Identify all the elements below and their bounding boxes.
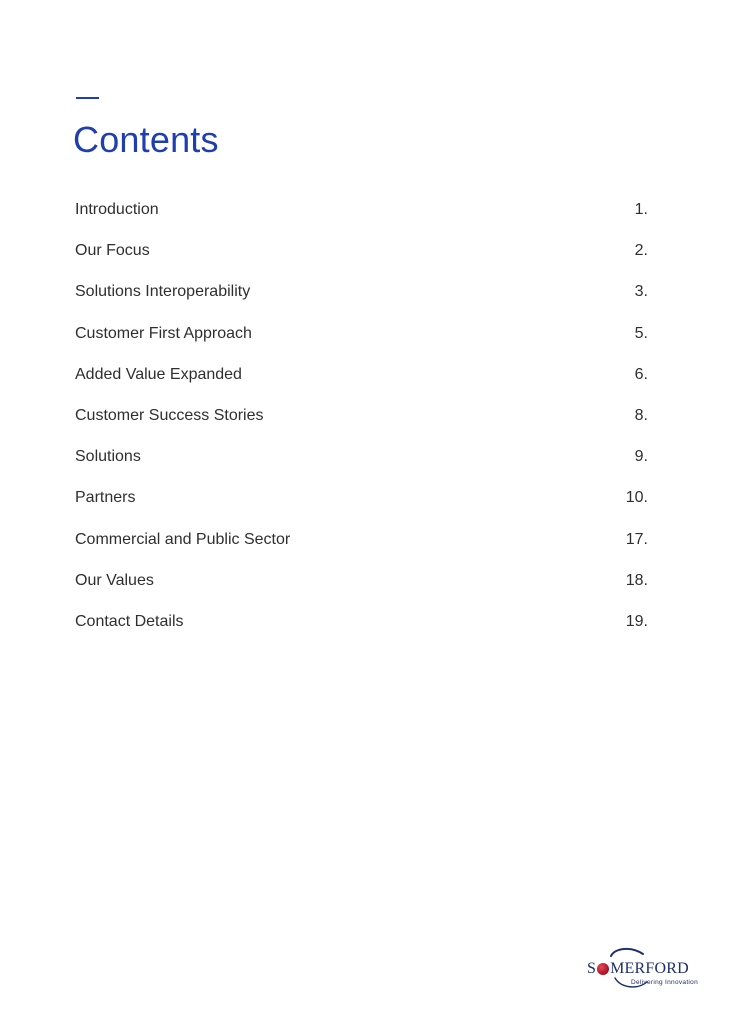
toc-entry[interactable] — [75, 489, 648, 530]
toc-entry-label: Commercial and Public Sector — [75, 530, 291, 548]
toc-entry[interactable] — [75, 613, 648, 654]
toc-entry-page: 18. — [625, 571, 648, 589]
toc-entry[interactable] — [75, 448, 648, 489]
toc-entry[interactable] — [75, 407, 648, 448]
toc-entry-label: Our Focus — [75, 242, 150, 260]
toc-entry[interactable] — [75, 242, 648, 283]
toc-entry-page: 6. — [634, 365, 648, 383]
toc-entry-label: Partners — [75, 489, 136, 507]
toc-entry-page: 19. — [625, 612, 648, 630]
toc-entry-page: 17. — [625, 530, 648, 548]
toc-entry-page: 5. — [634, 324, 648, 342]
toc-entry[interactable] — [75, 201, 648, 242]
company-logo — [585, 946, 699, 992]
logo-wordmark-start: S — [587, 960, 597, 977]
title-accent-dash — [76, 97, 99, 99]
logo-wordmark-end: MERFORD — [610, 960, 689, 977]
toc-entry[interactable] — [75, 325, 648, 366]
toc-entry-label: Contact Details — [75, 612, 184, 630]
toc-entry-label: Solutions Interoperability — [75, 283, 251, 301]
toc-entry[interactable] — [75, 531, 648, 572]
logo-dot-icon — [597, 963, 609, 975]
toc-entry-label: Our Values — [75, 571, 154, 589]
toc-entry[interactable] — [75, 366, 648, 407]
toc-entry-page: 3. — [634, 283, 648, 301]
toc-entry-page: 1. — [634, 201, 648, 218]
toc-entry[interactable] — [75, 572, 648, 613]
toc-entry-page: 8. — [634, 406, 648, 424]
toc-entry-label: Introduction — [75, 201, 159, 218]
table-of-contents — [75, 201, 648, 654]
toc-entry-label: Customer Success Stories — [75, 406, 264, 424]
toc-entry-label: Solutions — [75, 448, 141, 466]
page-title: Contents — [73, 119, 219, 160]
logo-tagline: Delivering Innovation — [631, 979, 699, 986]
toc-entry[interactable] — [75, 283, 648, 324]
toc-entry-label: Added Value Expanded — [75, 365, 242, 383]
toc-entry-page: 9. — [634, 448, 648, 466]
toc-entry-page: 10. — [625, 489, 648, 507]
toc-entry-page: 2. — [634, 242, 648, 260]
logo-wordmark — [587, 960, 689, 978]
toc-entry-label: Customer First Approach — [75, 324, 252, 342]
